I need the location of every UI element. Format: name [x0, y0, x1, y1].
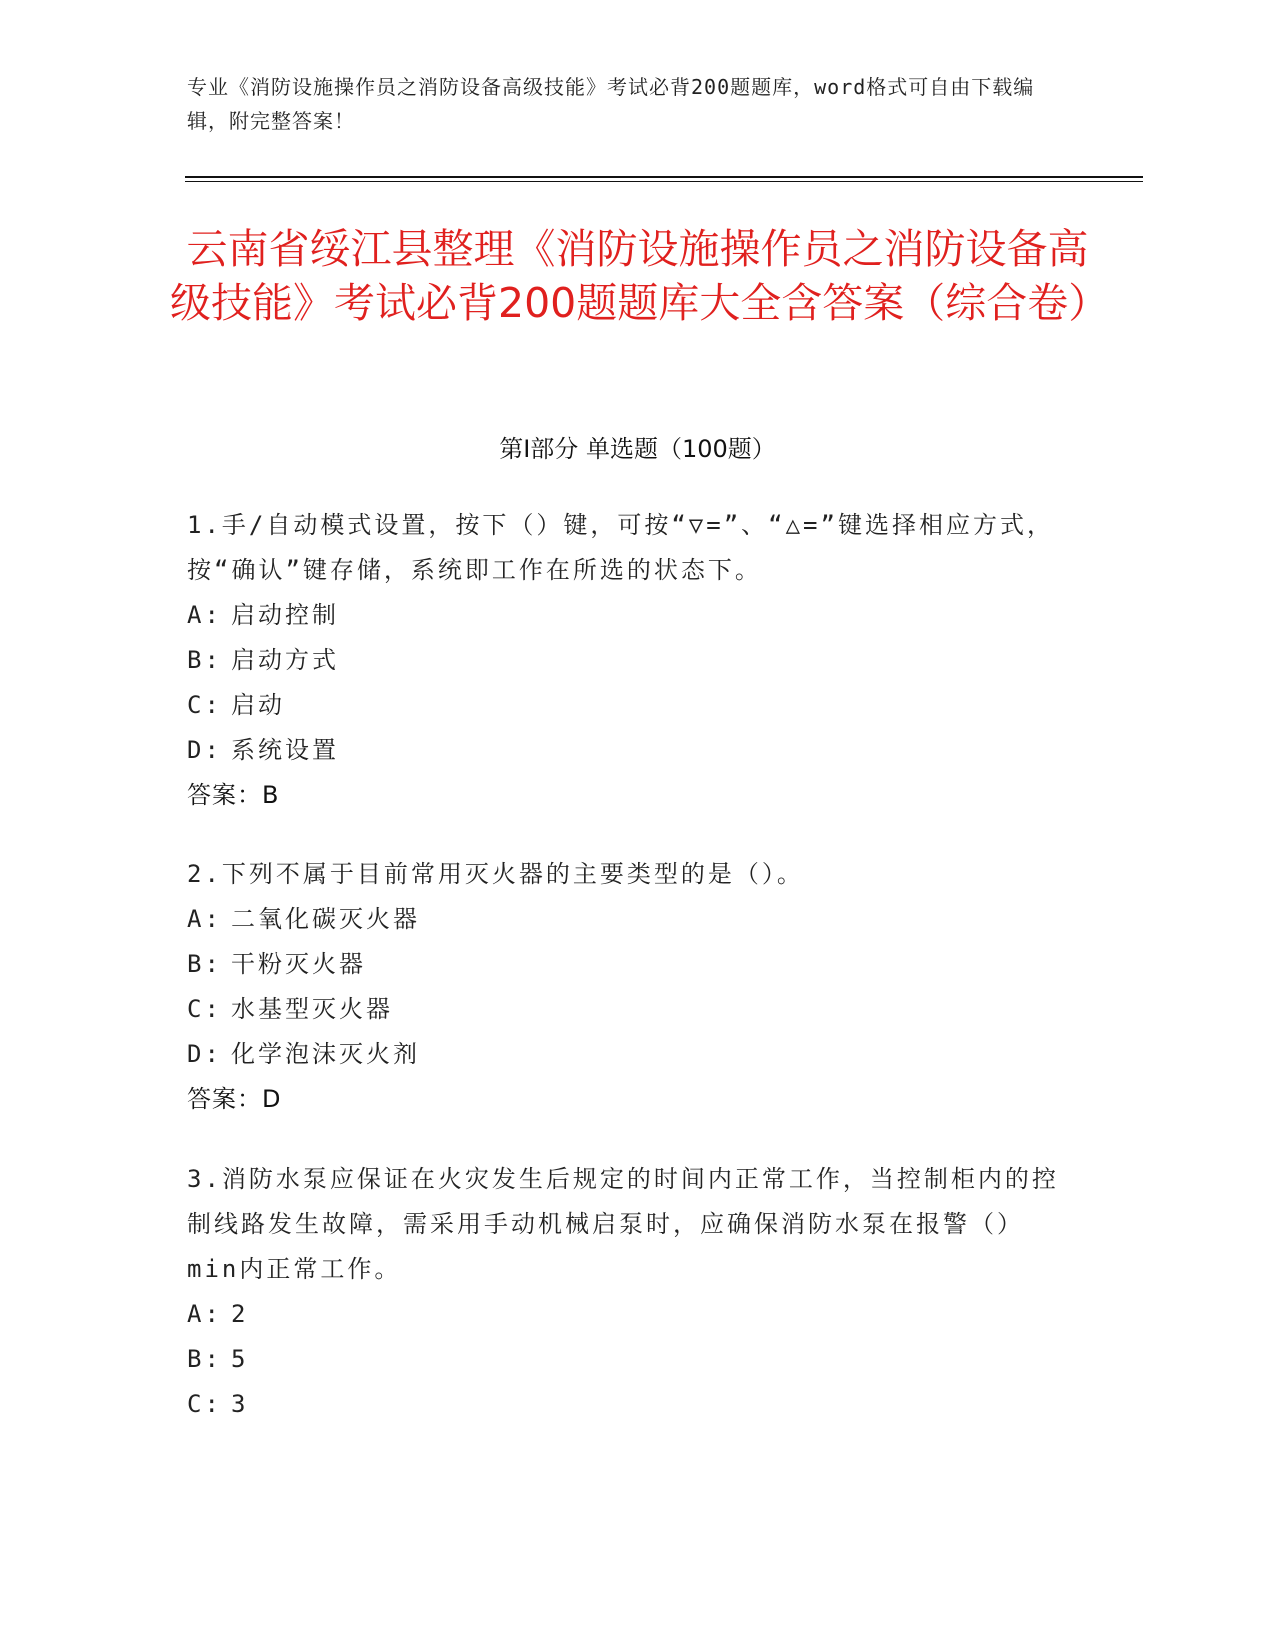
question-3: [187, 1157, 1067, 1427]
option-label: C:: [187, 1390, 222, 1418]
option-d: [187, 1032, 1067, 1077]
answer-line: 答案：B: [187, 781, 280, 809]
option-label: C:: [187, 691, 222, 719]
option-label: D:: [187, 1040, 222, 1068]
option-label: A:: [187, 905, 222, 933]
question-text: 3.消防水泵应保证在火灾发生后规定的时间内正常工作，当控制柜内的控制线路发生故障，需采用手动机械启泵时，应确保消防水泵在报警（）min内正常工作。: [187, 1165, 1059, 1283]
option-text: 2: [231, 1300, 249, 1328]
section-heading: 第I部分 单选题（100题）: [499, 435, 776, 463]
option-text: 3: [231, 1390, 249, 1418]
question-2: [187, 852, 1067, 1122]
question-1: [187, 503, 1067, 818]
answer-line: 答案：D: [187, 1085, 282, 1113]
option-a: [187, 593, 1067, 638]
header-divider-thick: [185, 176, 1143, 178]
option-text: 干粉灭火器: [231, 950, 366, 978]
question-text: 2.下列不属于目前常用灭火器的主要类型的是（）。: [187, 860, 804, 888]
header-divider-thin: [185, 181, 1143, 182]
option-text: 二氧化碳灭火器: [231, 905, 420, 933]
option-b: [187, 1337, 1067, 1382]
option-c: [187, 1382, 1067, 1427]
question-text: 1.手/自动模式设置，按下（）键，可按“▽=”、“△=”键选择相应方式，按“确认”键存储，系统即工作在所选的状态下。: [187, 511, 1054, 584]
option-label: B:: [187, 1345, 222, 1373]
option-label: A:: [187, 601, 222, 629]
option-text: 化学泡沫灭火剂: [231, 1040, 420, 1068]
option-c: [187, 987, 1067, 1032]
option-label: A:: [187, 1300, 222, 1328]
option-a: [187, 1292, 1067, 1337]
option-text: 系统设置: [231, 736, 339, 764]
header-note: 专业《消防设施操作员之消防设备高级技能》考试必背200题题库，word格式可自由下载编辑，附完整答案！: [187, 75, 1035, 133]
option-d: [187, 728, 1067, 773]
option-text: 水基型灭火器: [231, 995, 393, 1023]
option-label: D:: [187, 736, 222, 764]
option-text: 启动方式: [231, 646, 339, 674]
option-c: [187, 683, 1067, 728]
option-a: [187, 897, 1067, 942]
option-b: [187, 942, 1067, 987]
option-text: 启动控制: [231, 601, 339, 629]
option-text: 5: [231, 1345, 249, 1373]
option-b: [187, 638, 1067, 683]
option-text: 启动: [231, 691, 285, 719]
option-label: B:: [187, 950, 222, 978]
option-label: C:: [187, 995, 222, 1023]
option-label: B:: [187, 646, 222, 674]
document-title: 云南省绥江县整理《消防设施操作员之消防设备高级技能》考试必背200题题库大全含答案（综合卷）: [170, 225, 1110, 327]
